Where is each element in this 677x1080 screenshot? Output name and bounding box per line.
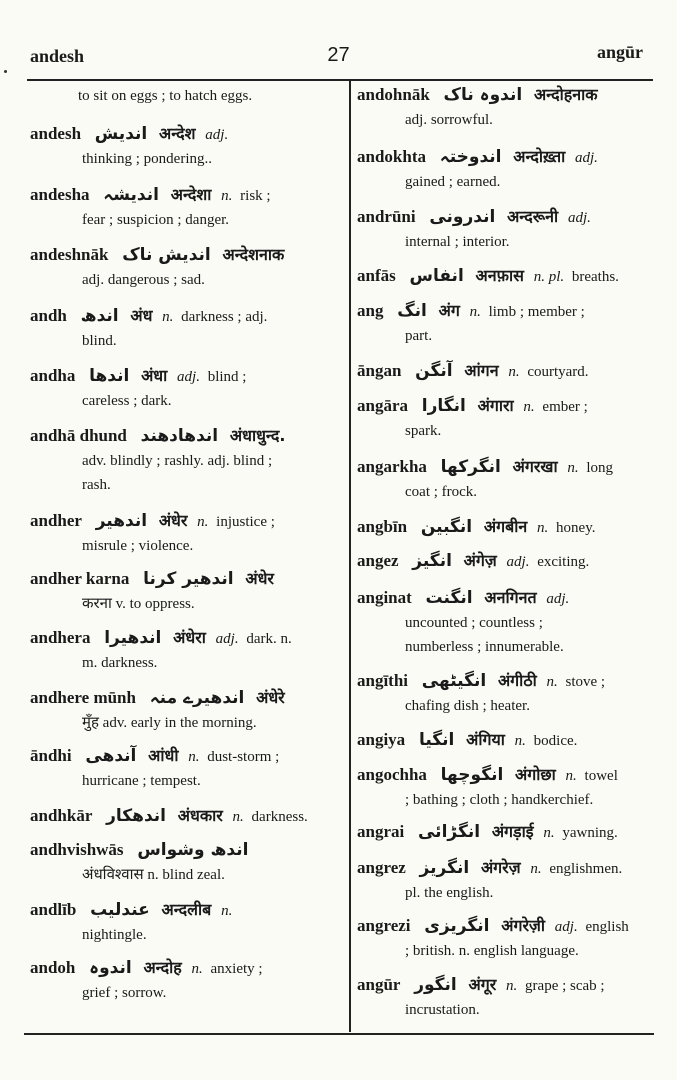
headword: andher bbox=[30, 511, 82, 530]
definition: blind ; bbox=[207, 369, 247, 385]
dictionary-entry bbox=[30, 744, 279, 793]
dictionary-entry bbox=[30, 122, 232, 171]
part-of-speech: n. pl. bbox=[533, 269, 565, 285]
headword: angrez bbox=[357, 858, 406, 877]
headword: andhvishwās bbox=[30, 840, 124, 859]
hindi-script: अंधेर bbox=[158, 511, 188, 530]
definition: honey. bbox=[556, 520, 596, 536]
dictionary-entry bbox=[30, 364, 246, 413]
urdu-script: انگور bbox=[414, 975, 457, 995]
dictionary-entry bbox=[30, 898, 236, 947]
definition-continuation: ; british. n. english language. bbox=[405, 943, 579, 959]
headword: anfās bbox=[357, 266, 396, 285]
definition: grape ; scab ; bbox=[525, 978, 605, 994]
hindi-script: अंगरेज़ी bbox=[501, 916, 546, 935]
urdu-script: انگریز bbox=[419, 858, 470, 878]
footer-rule bbox=[24, 1033, 654, 1035]
headword: angūr bbox=[357, 975, 401, 994]
definition-continuation: blind. bbox=[82, 333, 117, 349]
dictionary-entry bbox=[357, 586, 573, 659]
dictionary-entry bbox=[357, 549, 589, 574]
continuation-text: to sit on eggs ; to hatch eggs. bbox=[78, 88, 253, 104]
definition: bodice. bbox=[533, 733, 578, 749]
hindi-script: अंधकार bbox=[177, 806, 223, 825]
definition-continuation: internal ; interior. bbox=[405, 234, 510, 250]
dictionary-entry bbox=[30, 686, 291, 735]
hindi-script: अंगारा bbox=[477, 396, 514, 415]
urdu-script: انگنت bbox=[425, 588, 473, 608]
urdu-script: اندیش bbox=[94, 124, 148, 144]
entry-line bbox=[30, 243, 290, 268]
dictionary-entry bbox=[357, 299, 585, 348]
headword: andher karna bbox=[30, 569, 130, 588]
definition-continuation: rash. bbox=[82, 477, 111, 493]
headword: andhera bbox=[30, 628, 91, 647]
entry-line bbox=[357, 515, 595, 540]
hindi-script: अंधेरे bbox=[256, 688, 285, 707]
urdu-script: آنگن bbox=[415, 361, 453, 381]
hindi-script: अंगीठी bbox=[497, 671, 537, 690]
urdu-script: انگارا bbox=[421, 396, 466, 416]
urdu-script: عندلیب bbox=[90, 900, 150, 920]
hindi-script: अंगरखा bbox=[512, 457, 558, 476]
dictionary-entry bbox=[30, 804, 308, 829]
dictionary-entry bbox=[30, 243, 290, 292]
part-of-speech: n. bbox=[191, 961, 203, 977]
definition: towel bbox=[584, 768, 618, 784]
definition-continuation: misrule ; violence. bbox=[82, 538, 194, 554]
definition-continuation: coat ; frock. bbox=[405, 484, 478, 500]
urdu-script: اندرونی bbox=[429, 207, 496, 227]
header-rule bbox=[27, 79, 653, 81]
definition: darkness. bbox=[251, 809, 308, 825]
hindi-script: अंधेर bbox=[245, 569, 274, 588]
entry-line bbox=[30, 424, 291, 449]
headword: angīthi bbox=[357, 671, 409, 690]
definition-continuation: adj. dangerous ; sad. bbox=[82, 272, 205, 288]
definition-continuation: ; bathing ; cloth ; handkerchief. bbox=[405, 792, 594, 808]
entry-line bbox=[30, 626, 292, 651]
part-of-speech: n. bbox=[221, 903, 233, 919]
headword: angbīn bbox=[357, 517, 408, 536]
urdu-script: اندھیرے منہ bbox=[149, 688, 245, 708]
speck bbox=[4, 70, 7, 73]
urdu-script: اندھ bbox=[80, 306, 119, 326]
headword: andohnāk bbox=[357, 85, 430, 104]
dictionary-entry bbox=[357, 856, 622, 905]
hindi-script: अंधाधुन्द. bbox=[229, 426, 286, 445]
dictionary-entry bbox=[357, 264, 619, 289]
part-of-speech: n. bbox=[530, 861, 542, 877]
urdu-script: اندیشہ bbox=[103, 185, 159, 205]
dictionary-entry bbox=[30, 183, 271, 232]
headword: andrūni bbox=[357, 207, 416, 226]
urdu-script: اندھیرا bbox=[104, 628, 162, 648]
definition: englishmen. bbox=[549, 861, 623, 877]
hindi-script: अनफ़ास bbox=[475, 266, 524, 285]
hindi-script: अंगड़ाई bbox=[491, 822, 534, 841]
definition: darkness ; adj. bbox=[181, 309, 268, 325]
urdu-script: انگبین bbox=[420, 517, 473, 537]
definition-continuation: thinking ; pondering.. bbox=[82, 151, 212, 167]
headword: angāra bbox=[357, 396, 408, 415]
page-number: 27 bbox=[327, 44, 350, 66]
definition: ember ; bbox=[542, 399, 588, 415]
definition-continuation: adj. sorrowful. bbox=[405, 112, 493, 128]
headword: āngan bbox=[357, 361, 402, 380]
urdu-script: انفاس bbox=[409, 266, 464, 286]
entry-line bbox=[30, 509, 275, 534]
headword: angiya bbox=[357, 730, 406, 749]
dictionary-entry bbox=[357, 914, 629, 963]
guide-word-right: angūr bbox=[596, 42, 643, 62]
definition-continuation: fear ; suspicion ; danger. bbox=[82, 212, 230, 228]
entry-line bbox=[30, 838, 256, 863]
entry-line bbox=[30, 183, 271, 208]
definition-continuation: grief ; sorrow. bbox=[82, 985, 167, 1001]
hindi-script: अन्दरूनी bbox=[507, 207, 559, 226]
headword: andesh bbox=[30, 124, 82, 143]
hindi-script: अन्दलीब bbox=[161, 900, 212, 919]
part-of-speech: n. bbox=[565, 768, 577, 784]
headword: angrezi bbox=[357, 916, 411, 935]
definition: limb ; member ; bbox=[488, 304, 585, 320]
headword: anginat bbox=[357, 588, 412, 607]
dictionary-entry bbox=[30, 567, 280, 616]
entry-line bbox=[357, 763, 618, 788]
definition: stove ; bbox=[565, 674, 606, 690]
part-of-speech: n. bbox=[523, 399, 535, 415]
headword: angochha bbox=[357, 765, 427, 784]
definition-continuation: careless ; dark. bbox=[82, 393, 172, 409]
entry-line bbox=[357, 264, 619, 289]
definition-continuation: adv. blindly ; rashly. adj. blind ; bbox=[82, 453, 273, 469]
entry-line bbox=[30, 304, 267, 329]
entry-line bbox=[357, 856, 622, 881]
urdu-script: اندھیر bbox=[95, 511, 148, 531]
entry-line bbox=[357, 914, 629, 939]
part-of-speech: n. bbox=[232, 809, 244, 825]
hindi-script: अंगरेज़ bbox=[480, 858, 521, 877]
definition-continuation: अंधविश्वास n. blind zeal. bbox=[82, 867, 225, 883]
entry-line bbox=[357, 394, 588, 419]
dictionary-entry bbox=[357, 455, 613, 504]
urdu-script: اندھیر کرنا bbox=[143, 569, 234, 589]
hindi-script: अंधा bbox=[141, 366, 168, 385]
dictionary-entry bbox=[30, 956, 263, 1005]
headword: andhkār bbox=[30, 806, 93, 825]
part-of-speech: n. bbox=[543, 825, 555, 841]
hindi-script: अन्दोहनाक bbox=[533, 85, 598, 104]
entry-line bbox=[357, 669, 605, 694]
headword: andhā dhund bbox=[30, 426, 127, 445]
dictionary-entry bbox=[30, 424, 291, 497]
dictionary-entry bbox=[357, 820, 618, 845]
part-of-speech: adj. bbox=[546, 591, 570, 607]
headword: angez bbox=[357, 551, 399, 570]
entry-line bbox=[357, 973, 605, 998]
part-of-speech: n. bbox=[514, 733, 526, 749]
headword: andeshnāk bbox=[30, 245, 109, 264]
definition: breaths. bbox=[571, 269, 619, 285]
dictionary-entry bbox=[357, 394, 588, 443]
hindi-script: अन्देशा bbox=[170, 185, 212, 204]
urdu-script: اندوختہ bbox=[439, 147, 502, 167]
headword: andesha bbox=[30, 185, 90, 204]
part-of-speech: adj. bbox=[567, 210, 591, 226]
dictionary-entry bbox=[357, 515, 595, 540]
entry-line bbox=[30, 744, 279, 769]
urdu-script: اندھا bbox=[89, 366, 130, 386]
definition: exciting. bbox=[537, 554, 590, 570]
dictionary-entry bbox=[357, 359, 589, 384]
entry-line bbox=[30, 364, 246, 389]
urdu-script: انگیز bbox=[412, 551, 452, 571]
definition-continuation: m. darkness. bbox=[82, 655, 158, 671]
urdu-script: انگرکھا bbox=[440, 457, 501, 477]
definition: dark. n. bbox=[246, 631, 292, 647]
urdu-script: اندوہ bbox=[89, 958, 132, 978]
hindi-script: अनगिनत bbox=[484, 588, 537, 607]
definition: yawning. bbox=[562, 825, 618, 841]
dictionary-entry bbox=[357, 145, 602, 194]
urdu-script: اندیش ناک bbox=[122, 245, 211, 265]
hindi-script: अंगूर bbox=[468, 975, 497, 994]
page-header bbox=[0, 0, 677, 78]
definition-continuation: करना v. to oppress. bbox=[82, 596, 195, 612]
part-of-speech: n. bbox=[537, 520, 549, 536]
urdu-script: انگ bbox=[397, 301, 427, 321]
part-of-speech: adj. bbox=[177, 369, 200, 385]
entry-line bbox=[357, 83, 604, 108]
hindi-script: अंगिया bbox=[466, 730, 505, 749]
definition-continuation: pl. the english. bbox=[405, 885, 494, 901]
part-of-speech: n. bbox=[188, 749, 200, 765]
hindi-script: अन्देश bbox=[158, 124, 196, 143]
dictionary-entry bbox=[357, 728, 577, 753]
entry-line bbox=[357, 299, 585, 324]
headword: ang bbox=[357, 301, 384, 320]
part-of-speech: n. bbox=[506, 978, 518, 994]
part-of-speech: adj. bbox=[215, 631, 239, 647]
definition: anxiety ; bbox=[210, 961, 263, 977]
entry-line bbox=[357, 586, 573, 611]
urdu-script: انگیا bbox=[418, 730, 455, 750]
definition-continuation: part. bbox=[405, 328, 433, 344]
headword: andha bbox=[30, 366, 76, 385]
definition: injustice ; bbox=[216, 514, 275, 530]
definition-continuation: मुँह adv. early in the morning. bbox=[82, 715, 257, 731]
column-divider bbox=[349, 80, 351, 1032]
part-of-speech: n. bbox=[197, 514, 209, 530]
hindi-script: अंगबीन bbox=[483, 517, 528, 536]
headword: andokhta bbox=[357, 147, 426, 166]
dictionary-entry bbox=[30, 509, 275, 558]
part-of-speech: n. bbox=[567, 460, 579, 476]
definition-continuation: nightingle. bbox=[82, 927, 147, 943]
hindi-script: अन्दोह bbox=[143, 958, 182, 977]
definition-continuation: gained ; earned. bbox=[405, 174, 501, 190]
dictionary-entry bbox=[30, 304, 267, 353]
hindi-script: अन्देशनाक bbox=[222, 245, 285, 264]
hindi-script: अंधेरा bbox=[173, 628, 206, 647]
definition-continuation: incrustation. bbox=[405, 1002, 480, 1018]
urdu-script: انگڑائی bbox=[417, 822, 481, 842]
definition: dust-storm ; bbox=[207, 749, 280, 765]
urdu-script: انگریزی bbox=[424, 916, 490, 936]
urdu-script: اندھادھند bbox=[140, 426, 219, 446]
part-of-speech: n. bbox=[221, 188, 233, 204]
dictionary-entry bbox=[30, 838, 256, 887]
entry-line bbox=[30, 956, 263, 981]
dictionary-entry bbox=[357, 669, 605, 718]
dictionary-entry bbox=[30, 626, 292, 675]
headword: andh bbox=[30, 306, 67, 325]
headword: andlīb bbox=[30, 900, 77, 919]
part-of-speech: adj. bbox=[554, 919, 578, 935]
hindi-script: अंग bbox=[438, 301, 460, 320]
entry-line bbox=[357, 359, 589, 384]
urdu-script: آندھی bbox=[85, 746, 137, 766]
entry-line bbox=[357, 549, 589, 574]
definition: english bbox=[585, 919, 629, 935]
hindi-script: अंध bbox=[130, 306, 153, 325]
entry-line bbox=[30, 686, 291, 711]
dictionary-entry bbox=[357, 205, 595, 254]
hindi-script: आंधी bbox=[148, 746, 179, 765]
entry-line bbox=[30, 122, 232, 147]
part-of-speech: adj. bbox=[205, 127, 229, 143]
entry-line bbox=[30, 567, 280, 592]
entry-line bbox=[30, 898, 236, 923]
part-of-speech: n. bbox=[162, 309, 174, 325]
entry-line bbox=[357, 145, 602, 170]
definition: long bbox=[586, 460, 614, 476]
hindi-script: आंगन bbox=[464, 361, 499, 380]
part-of-speech: adj. bbox=[575, 150, 598, 166]
urdu-script: انگیٹھی bbox=[421, 671, 487, 691]
definition: courtyard. bbox=[527, 364, 589, 380]
definition: risk ; bbox=[240, 188, 271, 204]
hindi-script: अंगोछा bbox=[515, 765, 556, 784]
headword: andhere mūnh bbox=[30, 688, 136, 707]
entry-line bbox=[357, 820, 618, 845]
part-of-speech: adj. bbox=[506, 554, 530, 570]
dictionary-entry bbox=[357, 973, 605, 1022]
part-of-speech: n. bbox=[508, 364, 520, 380]
guide-word-left: andesh bbox=[30, 46, 85, 66]
entry-line bbox=[357, 205, 595, 230]
headword: andoh bbox=[30, 958, 76, 977]
definition-continuation: hurricane ; tempest. bbox=[82, 773, 201, 789]
headword: āndhi bbox=[30, 746, 72, 765]
entry-line bbox=[30, 804, 308, 829]
urdu-script: اندوہ ناک bbox=[443, 85, 523, 105]
definition-continuation: spark. bbox=[405, 423, 442, 439]
definition-continuation: uncounted ; countless ; bbox=[405, 615, 543, 631]
entry-line bbox=[357, 455, 613, 480]
urdu-script: اندھ وشواس bbox=[137, 840, 249, 860]
urdu-script: انگوچھا bbox=[440, 765, 504, 785]
urdu-script: اندھکار bbox=[106, 806, 166, 826]
dictionary-entry bbox=[357, 763, 618, 812]
hindi-script: अन्दोख़्ता bbox=[513, 147, 566, 166]
hindi-script: अंगेज़ bbox=[463, 551, 497, 570]
part-of-speech: n. bbox=[546, 674, 558, 690]
definition-continuation: numberless ; innumerable. bbox=[405, 639, 564, 655]
part-of-speech: n. bbox=[469, 304, 481, 320]
headword: angarkha bbox=[357, 457, 427, 476]
headword: angrai bbox=[357, 822, 405, 841]
entry-line bbox=[357, 728, 577, 753]
definition-continuation: chafing dish ; heater. bbox=[405, 698, 530, 714]
dictionary-entry bbox=[357, 83, 604, 132]
